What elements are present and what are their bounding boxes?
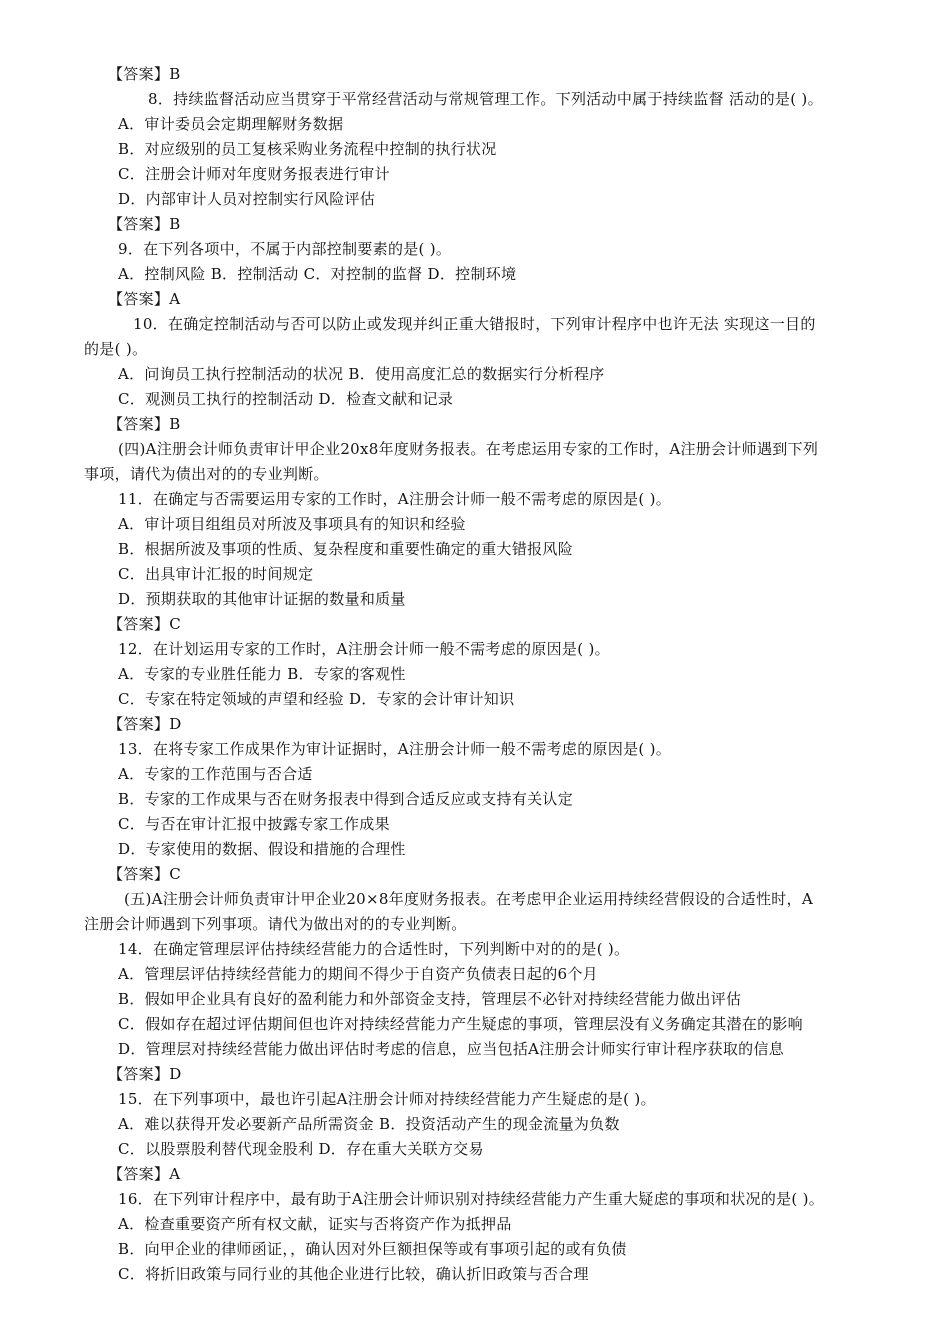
option-line: A．审计委员会定期理解财务数据 — [118, 115, 344, 133]
question-line: 15．在下列事项中，最也许引起A注册会计师对持续经营能力产生疑虑的是( )。 — [118, 1090, 656, 1108]
answer-line: 【答案】B — [108, 65, 181, 83]
option-line: C．以股票股利替代现金股利 D．存在重大关联方交易 — [118, 1140, 484, 1158]
question-line-continued: 的是( )。 — [84, 340, 148, 358]
answer-line: 【答案】A — [108, 1165, 181, 1183]
option-line: A．审计项目组组员对所波及事项具有的知识和经验 — [118, 515, 466, 533]
section-intro-line-continued: 注册会计师遇到下列事项。请代为做出对的的专业判断。 — [84, 915, 467, 933]
answer-line: 【答案】D — [108, 1065, 182, 1083]
option-line: C．注册会计师对年度财务报表进行审计 — [118, 165, 390, 183]
answer-line: 【答案】A — [108, 290, 181, 308]
option-line: C．专家在特定领域的声望和经验 D．专家的会计审计知识 — [118, 690, 515, 708]
option-line: A．专家的专业胜任能力 B．专家的客观性 — [118, 665, 406, 683]
option-line: A．问询员工执行控制活动的状况 B．使用高度汇总的数据实行分析程序 — [118, 365, 605, 383]
option-line: B．假如甲企业具有良好的盈利能力和外部资金支持，管理层不必针对持续经营能力做出评估 — [118, 990, 742, 1008]
section-intro-line: (五)A注册会计师负责审计甲企业20×8年度财务报表。在考虑甲企业运用持续经营假设的合适性时，A — [124, 890, 813, 908]
option-line: D．预期获取的其他审计证据的数量和质量 — [118, 590, 406, 608]
option-line: B．根据所波及事项的性质、复杂程度和重要性确定的重大错报风险 — [118, 540, 574, 558]
option-line: A．难以获得开发必要新产品所需资金 B．投资活动产生的现金流量为负数 — [118, 1115, 620, 1133]
option-line: B．专家的工作成果与否在财务报表中得到合适反应或支持有关认定 — [118, 790, 574, 808]
answer-line: 【答案】B — [108, 415, 181, 433]
question-line: 10．在确定控制活动与否可以防止或发现并纠正重大错报时，下列审计程序中也许无法 实现这一目的 — [133, 315, 816, 333]
option-line: C．与否在审计汇报中披露专家工作成果 — [118, 815, 390, 833]
question-line: 9．在下列各项中，不属于内部控制要素的是( )。 — [118, 240, 452, 258]
answer-line: 【答案】B — [108, 215, 181, 233]
question-line: 8．持续监督活动应当贯穿于平常经营活动与常规管理工作。下列活动中属于持续监督 活动的是( )。 — [148, 90, 823, 108]
question-line: 14．在确定管理层评估持续经营能力的合适性时，下列判断中对的的是( )。 — [118, 940, 630, 958]
option-line: C．观测员工执行的控制活动 D．检查文献和记录 — [118, 390, 454, 408]
option-line: B．对应级别的员工复核采购业务流程中控制的执行状况 — [118, 140, 497, 158]
section-intro-line: (四)A注册会计师负责审计甲企业20x8年度财务报表。在考虑运用专家的工作时，A注册会计师遇到下列 — [118, 440, 819, 458]
answer-line: 【答案】C — [108, 865, 181, 883]
option-line: D．管理层对持续经营能力做出评估时考虑的信息，应当包括A注册会计师实行审计程序获取的信息 — [118, 1040, 785, 1058]
answer-line: 【答案】D — [108, 715, 182, 733]
option-line: A．专家的工作范围与否合适 — [118, 765, 313, 783]
question-line: 12．在计划运用专家的工作时，A注册会计师一般不需考虑的原因是( )。 — [118, 640, 610, 658]
section-intro-line-continued: 事项，请代为债出对的的专业判断。 — [84, 465, 329, 483]
option-line: B．向甲企业的律师函证，，确认因对外巨额担保等或有事项引起的或有负债 — [118, 1240, 627, 1258]
question-line: 11．在确定与否需要运用专家的工作时，A注册会计师一般不需考虑的原因是( )。 — [118, 490, 672, 508]
option-line: A．管理层评估持续经营能力的期间不得少于自资产负债表日起的6个月 — [118, 965, 598, 983]
question-line: 16．在下列审计程序中，最有助于A注册会计师识别对持续经营能力产生重大疑虑的事项和状况的是( )。 — [118, 1190, 825, 1208]
option-line: A．控制风险 B．控制活动 C．对控制的监督 D．控制环境 — [118, 265, 517, 283]
option-line: C．出具审计汇报的时间规定 — [118, 565, 314, 583]
option-line: D．专家使用的数据、假设和措施的合理性 — [118, 840, 406, 858]
option-line: D．内部审计人员对控制实行风险评估 — [118, 190, 376, 208]
option-line: A．检查重要资产所有权文献，证实与否将资产作为抵押品 — [118, 1215, 512, 1233]
answer-line: 【答案】C — [108, 615, 181, 633]
option-line: C．将折旧政策与同行业的其他企业进行比较，确认折旧政策与否合理 — [118, 1265, 589, 1283]
option-line: C．假如存在超过评估期间但也许对持续经营能力产生疑虑的事项，管理层没有义务确定其潜在的影响 — [118, 1015, 803, 1033]
question-line: 13．在将专家工作成果作为审计证据时，A注册会计师一般不需考虑的原因是( )。 — [118, 740, 672, 758]
